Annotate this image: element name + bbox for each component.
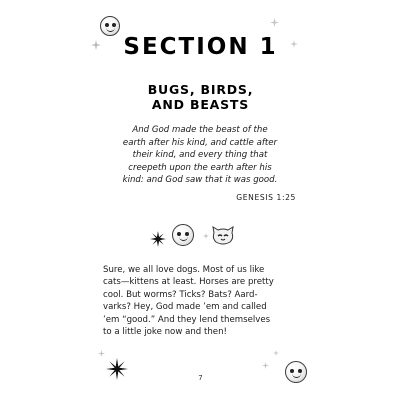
sparkle-icon — [273, 350, 279, 356]
quote-line: kind: and God saw that it was good. — [122, 175, 278, 185]
sparkle-icon — [98, 350, 105, 357]
section-subtitle-line: BUGS, BIRDS, — [147, 82, 254, 97]
quote-line: And God made the beast of the — [132, 125, 268, 135]
section-subtitle-line: AND BEASTS — [151, 97, 250, 112]
section-title: SECTION 1 — [123, 34, 278, 60]
body-line: cool. But worms? Ticks? Bats? Aard- — [103, 289, 258, 300]
smiley-face-icon — [172, 224, 194, 246]
scripture-quote — [104, 124, 296, 187]
section-subtitle — [0, 82, 401, 112]
smiley-face-icon — [100, 16, 120, 36]
sparkle-icon — [270, 18, 279, 27]
quote-line: earth after his kind, and cattle after — [122, 137, 278, 148]
cat-face-icon — [211, 226, 235, 246]
sparkle-icon — [262, 362, 269, 369]
body-line: Sure, we all love dogs. Most of us like — [103, 265, 265, 275]
body-line: cats—kittens at least. Horses are pretty — [103, 277, 274, 288]
body-line: ’em “good.” And they lend themselves — [103, 314, 271, 325]
body-line: to a little joke now and then! — [103, 327, 227, 338]
body-paragraph — [103, 264, 299, 338]
body-line: varks? Hey, God made ’em and called — [103, 302, 267, 313]
scripture-citation: GENESIS 1:25 — [236, 193, 296, 202]
quote-line: creepeth upon the earth after his — [128, 162, 272, 173]
star-burst-icon — [150, 231, 166, 247]
page-number: 7 — [198, 374, 203, 382]
sparkle-icon — [203, 233, 209, 239]
quote-line: their kind, and every thing that — [132, 150, 268, 160]
